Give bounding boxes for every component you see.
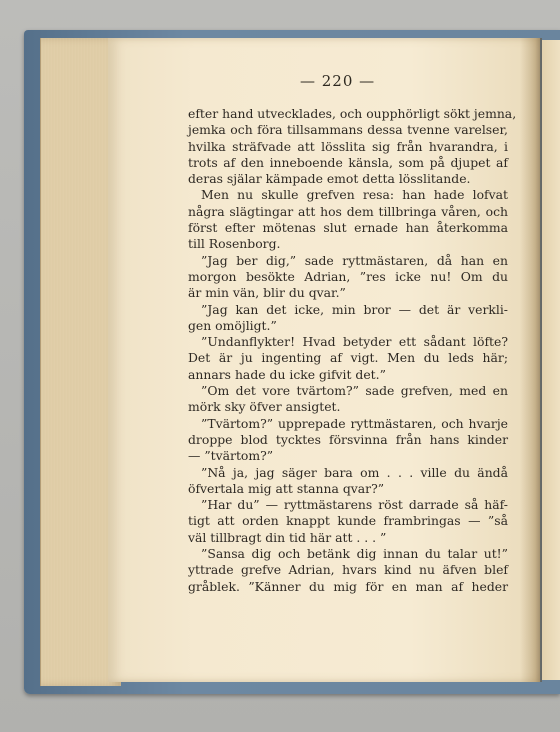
text-line: gråblek. ”Känner du mig för en man af heder <box>188 578 508 594</box>
text-line: några slägtingar att hos dem tillbringa våren, och <box>188 203 508 219</box>
facing-page-edge <box>542 40 560 680</box>
text-line: ”Har du” — ryttmästarens röst darrade så häf- <box>201 497 508 513</box>
text-line: till Rosenborg. <box>188 236 281 252</box>
text-line: ”Jag kan det icke, min bror — det är verkli- <box>201 301 508 317</box>
text-line: Men nu skulle grefven resa: han hade lofvat <box>201 187 508 203</box>
text-line: — ”tvärtom?” <box>188 448 274 464</box>
text-line: ”Tvärtom?” upprepade ryttmästaren, och hvarje <box>201 415 508 431</box>
text-line: ”Undanflykter! Hvad betyder ett sådant löfte? <box>201 334 508 350</box>
text-line: väl tillbragt din tid här att . . . ” <box>188 529 387 545</box>
text-line: tigt att orden knappt kunde frambringas — ”så <box>188 513 508 529</box>
text-line: öfvertala mig att stanna qvar?” <box>188 480 385 496</box>
text-line: ”Sansa dig och betänk dig innan du talar ut!” <box>201 546 508 562</box>
text-line: är min vän, blir du qvar.” <box>188 285 346 301</box>
text-line: annars hade du icke gifvit det.” <box>188 366 386 382</box>
text-line: efter hand utvecklades, och oupphörligt sökt jemna, <box>188 106 517 121</box>
text-line: trots af den inneboende känsla, som på djupet af <box>188 154 508 170</box>
page-gutter-shadow <box>520 38 542 682</box>
text-line: mörk sky öfver ansigtet. <box>188 399 341 415</box>
text-line: Det är ju ingenting af vigt. Men du leds här; <box>188 350 508 366</box>
text-line: jemka och föra tillsammans dessa tvenne varelser, <box>188 122 508 138</box>
text-line: först efter mötenas slut ernade han återkomma <box>188 220 508 236</box>
text-line: ”Om det vore tvärtom?” sade grefven, med en <box>201 383 508 399</box>
page-number: — 220 — <box>300 72 376 90</box>
text-line: ”Jag ber dig,” sade ryttmästaren, då han en <box>201 252 508 268</box>
text-line: ”Nå ja, jag säger bara om . . . ville du ändå <box>201 464 508 480</box>
text-line: gen omöjligt.” <box>188 317 277 333</box>
page-text <box>188 106 517 595</box>
text-line: yttrade grefve Adrian, hvars kind nu äfven blef <box>188 562 508 578</box>
text-line: deras själar kämpade emot detta lösslitande. <box>188 171 471 187</box>
text-line: droppe blod tycktes försvinna från hans kinder <box>188 431 508 447</box>
text-line: morgon besökte Adrian, ”res icke nu! Om du <box>188 268 508 284</box>
text-line: hvilka sträfvade att lösslita sig från hvarandra, i <box>188 138 508 154</box>
